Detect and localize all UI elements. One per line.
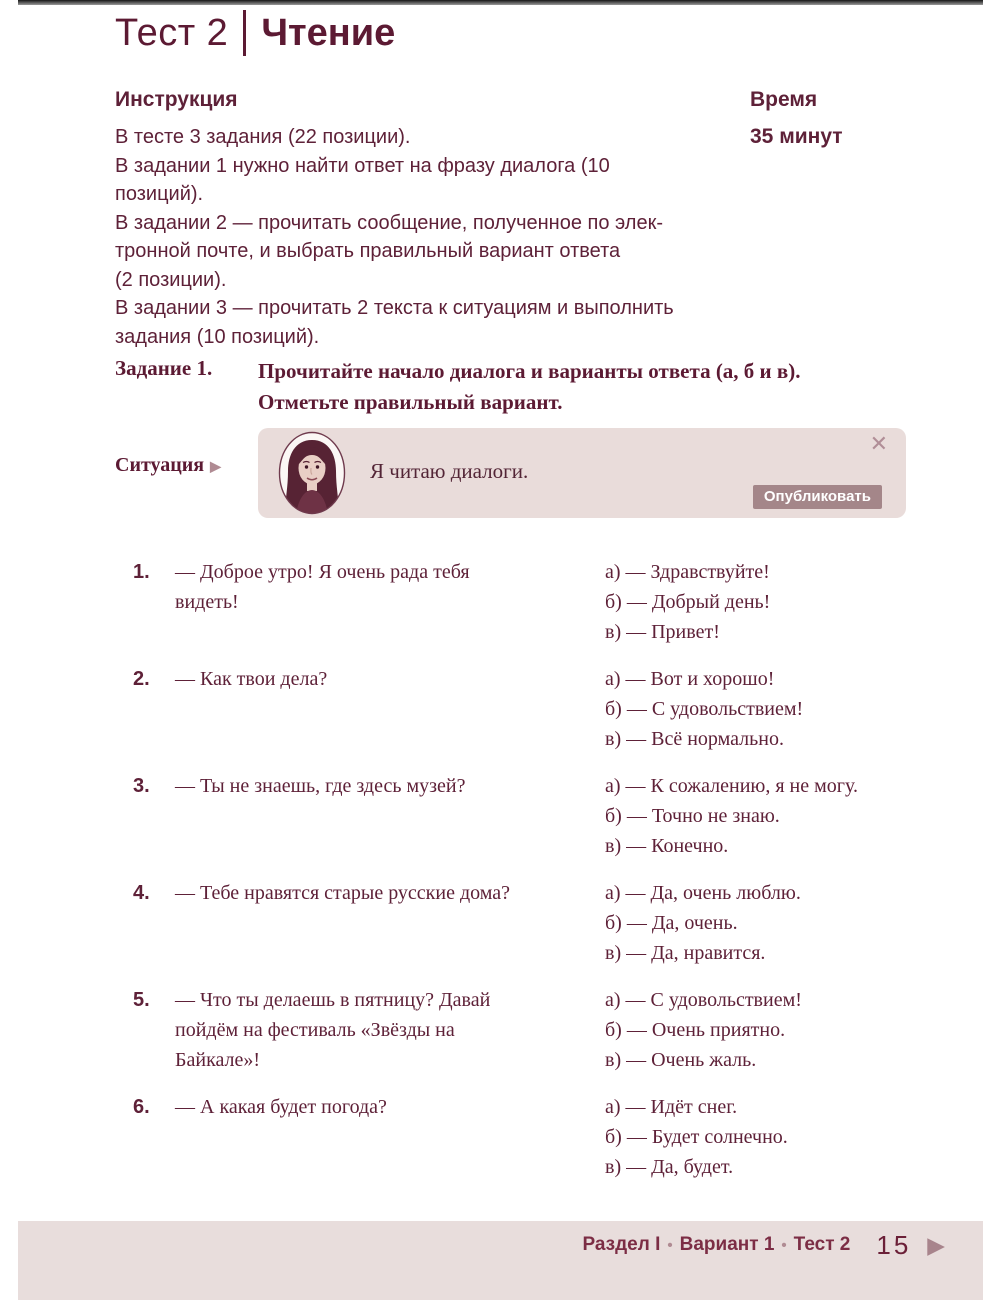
situation-label-text: Ситуация	[115, 454, 205, 476]
answer-options	[605, 878, 908, 968]
answer-option-a[interactable]: а) — Вот и хорошо!	[605, 668, 775, 690]
question-prompt-line: — Что ты делаешь в пятницу? Давай	[175, 989, 491, 1011]
answer-options	[605, 985, 908, 1075]
time-value: 35 минут	[750, 125, 843, 148]
question-row	[133, 985, 908, 1075]
situation-label	[115, 454, 221, 477]
task-number-label: Задание 1.	[115, 356, 213, 380]
page-title-test: Тест 2	[115, 11, 229, 54]
question-number: 4.	[133, 882, 150, 904]
answer-option-v[interactable]: в) — Конечно.	[605, 835, 729, 857]
question-prompt-line: — Тебе нравятся старые русские дома?	[175, 882, 511, 904]
time-label: Время	[750, 88, 818, 111]
answer-options	[605, 1092, 908, 1182]
answer-option-b[interactable]: б) — Да, очень.	[605, 912, 738, 934]
page-title	[115, 10, 395, 56]
avatar	[278, 431, 346, 515]
question-prompt-line: — Доброе утро! Я очень рада тебя	[175, 561, 470, 583]
question-prompt	[175, 664, 605, 754]
answer-option-a[interactable]: а) — Здравствуйте!	[605, 561, 770, 583]
question-row	[133, 1092, 908, 1182]
answer-option-a[interactable]: а) — С удовольствием!	[605, 989, 802, 1011]
top-rule-bar	[18, 0, 983, 5]
publish-button[interactable]: Опубликовать	[753, 485, 882, 509]
answer-option-v[interactable]: в) — Да, нравится.	[605, 942, 766, 964]
page-title-section: Чтение	[261, 11, 396, 54]
question-prompt-line: — А какая будет погода?	[175, 1096, 387, 1118]
instruction-line: В задании 3 — прочитать 2 текста к ситуациям и выполнить	[115, 297, 674, 319]
answer-option-v[interactable]: в) — Да, будет.	[605, 1156, 734, 1178]
question-number: 5.	[133, 989, 150, 1011]
instruction-line: задания (10 позиций).	[115, 325, 320, 348]
question-prompt-line: видеть!	[175, 591, 239, 613]
instruction-line: тронной почте, и выбрать правильный вариант ответа	[115, 240, 621, 262]
question-prompt	[175, 557, 605, 647]
task-instruction-text	[258, 356, 818, 418]
close-icon[interactable]: ✕	[869, 432, 888, 457]
answer-option-v[interactable]: в) — Привет!	[605, 621, 720, 643]
question-number: 2.	[133, 668, 150, 690]
answer-options	[605, 664, 908, 754]
answer-options	[605, 557, 908, 647]
answer-option-v[interactable]: в) — Очень жаль.	[605, 1049, 757, 1071]
question-row	[133, 557, 908, 647]
breadcrumb-section: Раздел I	[582, 1234, 661, 1255]
question-prompt-line: пойдём на фестиваль «Звёзды на	[175, 1019, 455, 1041]
answer-option-b[interactable]: б) — Точно не знаю.	[605, 805, 780, 827]
question-number: 3.	[133, 775, 150, 797]
answer-option-b[interactable]: б) — Очень приятно.	[605, 1019, 786, 1041]
task-instruction-line: Прочитайте начало диалога и варианты ответа (а, б и в).	[258, 359, 801, 383]
question-prompt	[175, 771, 605, 861]
task-instruction-line: Отметьте правильный вариант.	[258, 390, 563, 414]
answer-option-b[interactable]: б) — Добрый день!	[605, 591, 771, 613]
instructions-heading: Инструкция	[115, 88, 238, 111]
question-row	[133, 878, 908, 968]
question-row	[133, 771, 908, 861]
instruction-line: В задании 2 — прочитать сообщение, полученное по элек-	[115, 211, 663, 234]
next-page-arrow-icon[interactable]: ▶	[927, 1233, 945, 1259]
footer-bar	[18, 1221, 983, 1300]
answer-option-a[interactable]: а) — Идёт снег.	[605, 1096, 738, 1118]
breadcrumb-dot: •	[667, 1237, 673, 1254]
instruction-line: В тесте 3 задания (22 позиции).	[115, 126, 411, 148]
answer-options	[605, 771, 908, 861]
answer-option-a[interactable]: а) — К сожалению, я не могу.	[605, 775, 858, 797]
instruction-line: (2 позиции).	[115, 268, 227, 291]
question-row	[133, 664, 908, 754]
breadcrumb-variant: Вариант 1	[679, 1234, 775, 1255]
question-prompt-line: — Ты не знаешь, где здесь музей?	[175, 775, 466, 797]
time-block	[750, 88, 843, 152]
questions-list	[133, 557, 908, 1199]
question-number: 6.	[133, 1096, 150, 1118]
answer-option-b[interactable]: б) — С удовольствием!	[605, 698, 804, 720]
situation-message-card	[258, 428, 906, 518]
title-divider	[243, 10, 246, 56]
instructions-block	[115, 88, 675, 351]
answer-option-v[interactable]: в) — Всё нормально.	[605, 728, 784, 750]
instruction-line: В задании 1 нужно найти ответ на фразу диалога (10 позиций).	[115, 154, 610, 205]
question-prompt-line: Байкале»!	[175, 1049, 261, 1071]
answer-option-b[interactable]: б) — Будет солнечно.	[605, 1126, 788, 1148]
question-prompt	[175, 878, 605, 968]
question-number: 1.	[133, 561, 150, 583]
question-prompt	[175, 1092, 605, 1182]
question-prompt	[175, 985, 605, 1075]
answer-option-a[interactable]: а) — Да, очень люблю.	[605, 882, 801, 904]
situation-arrow-icon: ▶	[210, 460, 221, 475]
situation-message-text: Я читаю диалоги.	[370, 459, 529, 483]
question-prompt-line: — Как твои дела?	[175, 668, 328, 690]
breadcrumb	[582, 1234, 850, 1256]
breadcrumb-dot: •	[781, 1237, 787, 1254]
breadcrumb-test: Тест 2	[793, 1234, 851, 1255]
page-number: 15	[876, 1230, 912, 1260]
